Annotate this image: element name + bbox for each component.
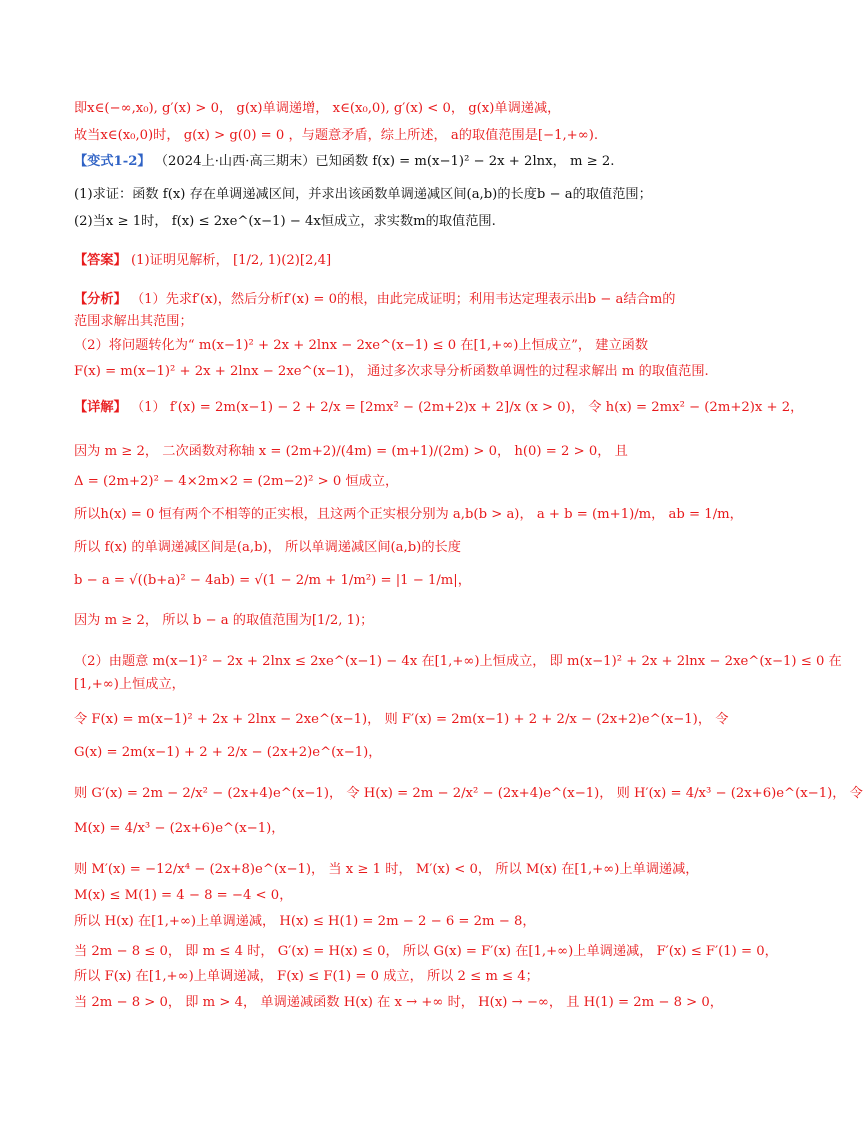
- question-2: (2)当x ≥ 1时， f(x) ≤ 2xe^(x−1) − 4x恒成立，求实数m的取值范围.: [74, 214, 496, 229]
- variant-label: 【变式1-2】: [74, 154, 151, 169]
- text-line: （2）由题意 m(x−1)² − 2x + 2lnx ≤ 2xe^(x−1) − 4x 在[1,+∞)上恒成立， 即 m(x−1)² + 2x + 2lnx − 2xe^(x−1) ≤ 0 在: [74, 654, 842, 669]
- analysis-text: （1）先求f′(x)，然后分析f′(x) = 0的根，由此完成证明；利用韦达定理表示出b − a结合m的: [130, 292, 676, 307]
- question-1: (1)求证：函数 f(x) 存在单调递减区间，并求出该函数单调递减区间(a,b)的长度b − a的取值范围；: [74, 187, 652, 202]
- variant-heading: [74, 152, 734, 172]
- problem-statement: （2024上·山西·高三期末）已知函数 f(x) = m(x−1)² − 2x + 2lnx， m ≥ 2.: [154, 154, 615, 169]
- text-line: G(x) = 2m(x−1) + 2 + 2/x − (2x+2)e^(x−1)，: [74, 745, 382, 760]
- text-line: 当 2m − 8 ≤ 0， 即 m ≤ 4 时， G′(x) = H(x) ≤ 0， 所以 G(x) = F′(x) 在[1,+∞)上单调递减， F′(x) ≤ F′(1) = 0，: [74, 944, 778, 959]
- text-line: M(x) = 4/x³ − (2x+6)e^(x−1)，: [74, 821, 285, 836]
- text-line: （2）将问题转化为“ m(x−1)² + 2x + 2lnx − 2xe^(x−1) ≤ 0 在[1,+∞)上恒成立”， 建立函数: [74, 338, 649, 353]
- text-line: M(x) ≤ M(1) = 4 − 8 = −4 < 0，: [74, 888, 293, 903]
- text-line: 令 F(x) = m(x−1)² + 2x + 2lnx − 2xe^(x−1)， 则 F′(x) = 2m(x−1) + 2 + 2/x − (2x+2)e^(x−1)， 令: [74, 712, 729, 727]
- text-line: 则 G′(x) = 2m − 2/x² − (2x+4)e^(x−1)， 令 H(x) = 2m − 2/x² − (2x+4)e^(x−1)， 则 H′(x) = 4/x³ − (2x+6)e^(x−1)， 令: [74, 786, 863, 801]
- text-line: F(x) = m(x−1)² + 2x + 2lnx − 2xe^(x−1)， 通过多次求导分析函数单调性的过程求解出 m 的取值范围.: [74, 364, 709, 379]
- text-line: 所以h(x) = 0 恒有两个不相等的正实根，且这两个正实根分别为 a,b(b > a)， a + b = (m+1)/m， ab = 1/m，: [74, 507, 743, 522]
- answer-label: 【答案】: [74, 253, 127, 268]
- analysis-line: [74, 290, 734, 310]
- text-line: b − a = √((b+a)² − 4ab) = √(1 − 2/m + 1/m²) = |1 − 1/m|，: [74, 573, 471, 588]
- answer-content: (1)证明见解析， [1/2, 1)(2)[2,4]: [130, 253, 332, 268]
- text-line: 所以 f(x) 的单调递减区间是(a,b)， 所以单调递减区间(a,b)的长度: [74, 540, 461, 555]
- text-line: Δ = (2m+2)² − 4×2m×2 = (2m−2)² > 0 恒成立，: [74, 474, 399, 489]
- answer-line: [74, 251, 734, 271]
- analysis-label: 【分析】: [74, 292, 127, 307]
- text-line: 所以 H(x) 在[1,+∞)上单调递减， H(x) ≤ H(1) = 2m − 2 − 6 = 2m − 8，: [74, 914, 536, 929]
- text-line: 当 2m − 8 > 0， 即 m > 4， 单调递减函数 H(x) 在 x → +∞ 时， H(x) → −∞， 且 H(1) = 2m − 8 > 0，: [74, 995, 723, 1010]
- text-line: 所以 F(x) 在[1,+∞)上单调递减， F(x) ≤ F(1) = 0 成立， 所以 2 ≤ m ≤ 4；: [74, 969, 539, 984]
- text-line: 范围求解出其范围；: [74, 314, 193, 329]
- text-line: 故当x∈(x₀,0)时， g(x) > g(0) = 0 ，与题意矛盾，综上所述， a的取值范围是[−1,+∞).: [74, 128, 599, 143]
- detail-text: （1） f′(x) = 2m(x−1) − 2 + 2/x = [2mx² − (2m+2)x + 2]/x (x > 0)， 令 h(x) = 2mx² − (2m+2)x + 2，: [130, 400, 804, 415]
- text-line: 因为 m ≥ 2， 所以 b − a 的取值范围为[1/2, 1)；: [74, 613, 374, 628]
- text-line: [1,+∞)上恒成立，: [74, 677, 185, 692]
- detail-label: 【详解】: [74, 400, 127, 415]
- text-line: 则 M′(x) = −12/x⁴ − (2x+8)e^(x−1)， 当 x ≥ 1 时， M′(x) < 0， 所以 M(x) 在[1,+∞)上单调递减，: [74, 862, 699, 877]
- text-line: 因为 m ≥ 2， 二次函数对称轴 x = (2m+2)/(4m) = (m+1)/(2m) > 0， h(0) = 2 > 0， 且: [74, 444, 628, 459]
- text-line: 即x∈(−∞,x₀), g′(x) > 0， g(x)单调递增， x∈(x₀,0), g′(x) < 0， g(x)单调递减，: [74, 101, 561, 116]
- detail-line: [74, 398, 804, 418]
